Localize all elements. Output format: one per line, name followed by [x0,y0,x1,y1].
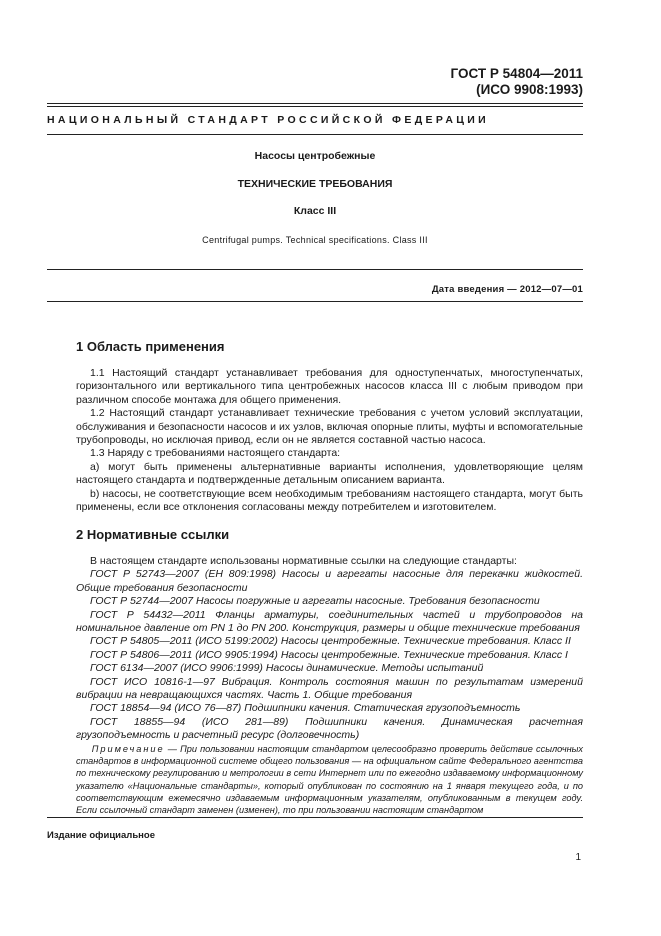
edition-label: Издание официальное [47,830,155,841]
note-text: — При пользовании настоящим стандартом целесообразно проверить действие ссылочных стандартов в информационной системе общего пользования — на официальном сайте Федерального агентства по техническому регулированию и метрологии в сети Интернет или по ежегодно издаваемому информационному указателю «Национальные стандарты», который опубликован по состоянию на 1 января текущего года, и по соответствующим ежемесячно издаваемым информационным указателям, опубликованным в текущем году. Если ссылочный стандарт заменен (изменен), то при пользовании настоящим стандартом [76,744,583,816]
section-1-heading: 1 Область применения [76,339,225,354]
references-intro: В настоящем стандарте использованы нормативные ссылки на следующие стандарты: [90,555,517,567]
paragraph-1-2: 1.2 Настоящий стандарт устанавливает технические требования с учетом условий эксплуатации, обслуживания и безопасности насосов и их узлов, включая опорные плиты, муфты и вспомогательные трубопроводы, но исключая привод, если он не является составной частью насоса. [76,407,583,447]
title-rule [47,269,583,270]
paragraph-1-1: 1.1 Настоящий стандарт устанавливает требования для одноступенчатых, многоступенчатых, горизонтального или вертикального типа центробежных насосов класса III с любым приводом при различном способе монтажа для общего применения. [76,367,583,406]
section-2-heading: 2 Нормативные ссылки [76,527,230,542]
note-label: Примечание [91,744,165,754]
standard-subtitle: ТЕХНИЧЕСКИЕ ТРЕБОВАНИЯ [237,178,393,190]
reference-item: ГОСТ 18854—94 (ИСО 76—87) Подшипники качения. Статическая грузоподъемность [90,702,521,715]
reference-item: ГОСТ Р 54806—2011 (ИСО 9905:1994) Насосы центробежные. Технические требования. Класс I [90,648,568,661]
reference-item: ГОСТ Р 52744—2007 Насосы погружные и агрегаты насосные. Требования безопасности [90,595,540,608]
top-rule-1 [47,103,583,104]
footer-rule [47,817,583,818]
paragraph-1-3: 1.3 Наряду с требованиями настоящего стандарта: [90,447,341,460]
section-1-body [76,367,583,514]
banner-rule [47,134,583,135]
iso-number: (ИСО 9908:1993) [476,82,583,97]
gost-number: ГОСТ Р 54804—2011 [450,66,583,81]
reference-item: ГОСТ Р 52743—2007 (ЕН 809:1998) Насосы и агрегаты насосные для перекачки жидкостей. Общие требования безопасности [76,568,583,594]
reference-item: ГОСТ ИСО 10816-1—97 Вибрация. Контроль состояния машин по результатам измерений вибрации на невращающихся частях. Часть 1. Общие требования [76,675,583,702]
reference-item: ГОСТ Р 54805—2011 (ИСО 5199:2002) Насосы центробежные. Технические требования. Класс II [90,635,571,648]
date-rule [47,301,583,302]
paragraph-1-3-a: a) могут быть применены альтернативные варианты исполнения, удовлетворяющие целям настоящего стандарта и подтвержденные детальным описанием варианта. [76,460,583,487]
introduction-date: Дата введения — 2012—07—01 [431,284,583,295]
section-2-body [76,555,583,743]
note-block [76,743,583,816]
standard-title: Насосы центробежные [254,150,376,162]
page-number: 1 [575,852,581,863]
standard-class: Класс III [293,205,337,217]
reference-item: ГОСТ 6134—2007 (ИСО 9906:1999) Насосы динамические. Методы испытаний [90,662,484,675]
paragraph-1-3-b: b) насосы, не соответствующие всем необходимым требованиям настоящего стандарта, могут быть применены, если все отклонения согласованы между потребителем и изготовителем. [76,487,583,514]
reference-item: ГОСТ Р 54432—2011 Фланцы арматуры, соединительных частей и трубопроводов на номинальное давление от PN 1 до PN 200. Конструкция, размеры и общие технические требования [76,608,583,635]
national-standard-banner: НАЦИОНАЛЬНЫЙ СТАНДАРТ РОССИЙСКОЙ ФЕДЕРАЦИИ [47,114,490,126]
english-title: Centrifugal pumps. Technical specifications. Class III [202,235,428,245]
top-rule-2 [47,106,583,107]
document-number-block [451,66,583,98]
reference-item: ГОСТ 18855—94 (ИСО 281—89) Подшипники качения. Динамическая расчетная грузоподъемность и расчетный ресурс (долговечность) [76,715,583,742]
